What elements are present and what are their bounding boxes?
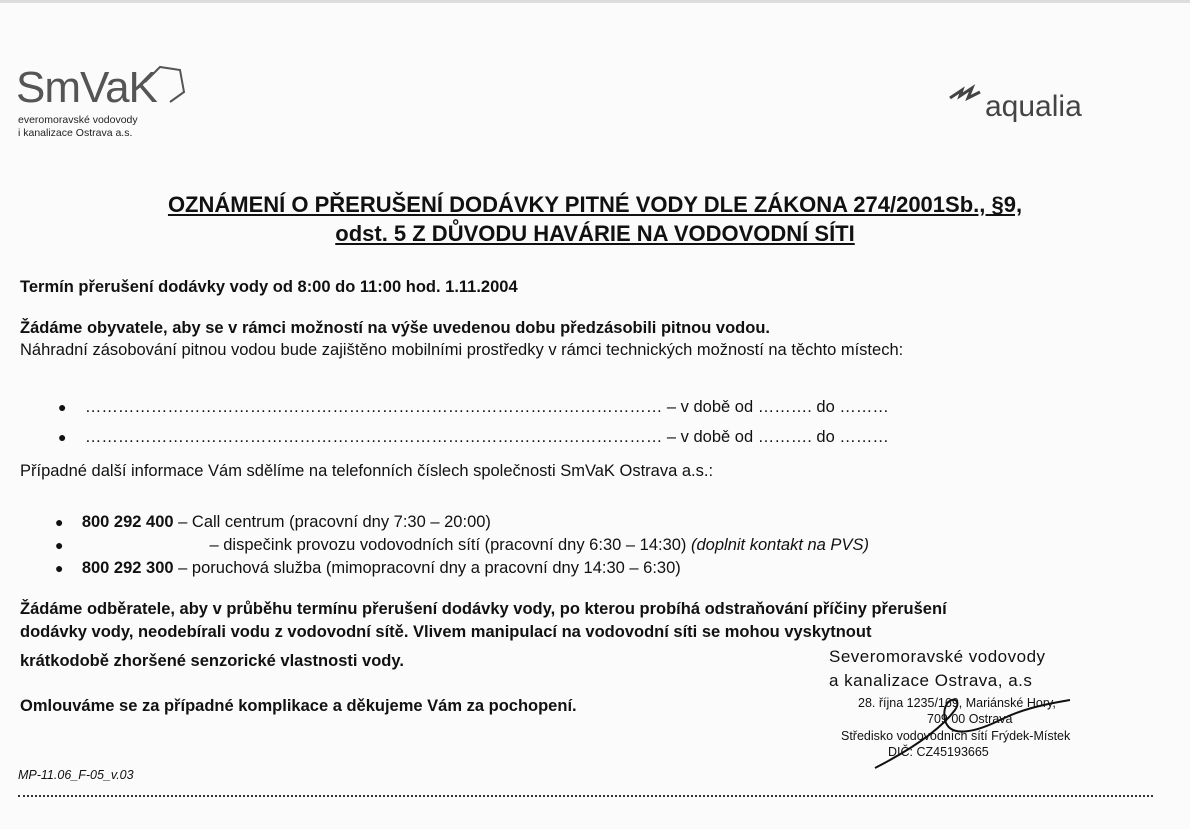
- smvak-logo-line1: everomoravské vodovody: [18, 114, 138, 126]
- phone-note: (doplnit kontakt na PVS): [691, 536, 869, 554]
- form-code: MP-11.06_F-05_v.03: [18, 768, 134, 782]
- phone-item: [55, 536, 869, 555]
- phone-desc: – dispečink provozu vodovodních sítí (pracovní dny 6:30 – 14:30): [209, 536, 692, 554]
- bullet-icon: ●: [58, 399, 67, 415]
- phone-item: [55, 513, 491, 532]
- aqualia-logo: aqualia: [985, 90, 1082, 123]
- stamp-line4: 709 00 Ostrava: [927, 712, 1013, 726]
- place-item: [58, 398, 889, 417]
- smvak-logo-line2: i kanalizace Ostrava a.s.: [18, 127, 133, 139]
- stamp-line3: 28. října 1235/169, Mariánské Hory,: [858, 696, 1056, 710]
- stamp-line1: Severomoravské vodovody: [829, 647, 1046, 666]
- bullet-icon: ●: [55, 560, 64, 576]
- interruption-term: Termín přerušení dodávky vody od 8:00 do 11:00 hod. 1.11.2004: [20, 278, 518, 296]
- apology: Omlouváme se za případné komplikace a děkujeme Vám za pochopení.: [20, 697, 577, 715]
- place-text: …………………………………………………………………………………………… – v době od ………. do ………: [84, 398, 889, 416]
- request-customers-line2: dodávky vody, neodebírali vodu z vodovodní sítě. Vlivem manipulací na vodovodní síti se mohou vyskytnout: [20, 623, 872, 641]
- request-residents: Žádáme obyvatele, aby se v rámci možností na výše uvedenou dobu předzásobili pitnou vodou.: [20, 319, 771, 337]
- stamp-line6: DIČ: CZ45193665: [888, 745, 989, 759]
- dotted-divider: [18, 795, 1153, 797]
- title-line1: OZNÁMENÍ O PŘERUŠENÍ DODÁVKY PITNÉ VODY DLE ZÁKONA 274/2001Sb., §9,: [167, 192, 1023, 217]
- title-line2: odst. 5 Z DŮVODU HAVÁRIE NA VODOVODNÍ SÍTI: [335, 221, 855, 246]
- place-item: [58, 428, 889, 447]
- bullet-icon: ●: [58, 429, 67, 445]
- stamp-line5: Středisko vodovodních sítí Frýdek-Místek: [841, 729, 1071, 743]
- request-customers-line1: Žádáme odběratele, aby v průběhu termínu přerušení dodávky vody, po kterou probíhá odstraňování příčiny přerušení: [20, 600, 947, 618]
- bullet-icon: ●: [55, 537, 64, 553]
- supply-info: Náhradní zásobování pitnou vodou bude zajištěno mobilními prostředky v rámci technických možností na těchto místech:: [20, 341, 904, 359]
- phone-desc: – poruchová služba (mimopracovní dny a pracovní dny 14:30 – 6:30): [173, 559, 681, 577]
- signature: [870, 680, 1080, 775]
- place-text: …………………………………………………………………………………………… – v době od ………. do ………: [84, 428, 889, 446]
- scan-edge: [0, 0, 1190, 3]
- aqualia-logo-icon: [948, 84, 982, 104]
- bullet-icon: ●: [55, 514, 64, 530]
- phone-desc: – Call centrum (pracovní dny 7:30 – 20:00): [173, 513, 491, 531]
- phone-item: [55, 559, 681, 578]
- smvak-logo-mark: [140, 62, 190, 107]
- phone-number: 800 292 300: [81, 559, 174, 577]
- request-customers-line3: krátkodobě zhoršené senzorické vlastnosti vody.: [20, 652, 404, 670]
- smvak-logo: SmVaK: [16, 63, 157, 112]
- phone-number: 800 292 400: [81, 513, 174, 531]
- phone-info: Případné další informace Vám sdělíme na telefonních číslech společnosti SmVaK Ostrava a.s.:: [20, 462, 714, 480]
- stamp-line2: a kanalizace Ostrava, a.s: [829, 671, 1033, 690]
